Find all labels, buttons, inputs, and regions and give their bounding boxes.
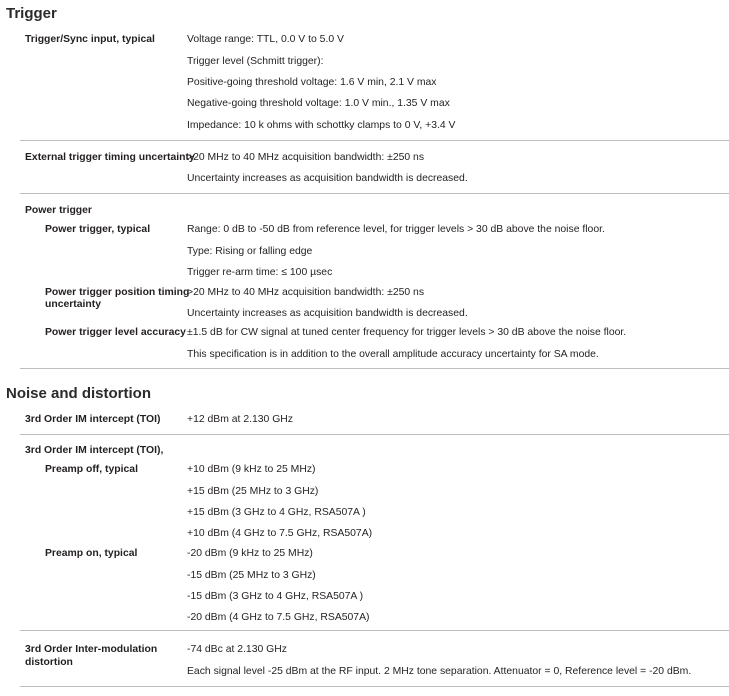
- spec-value: >20 MHz to 40 MHz acquisition bandwidth: ±250 ns: [187, 152, 425, 163]
- spec-label: Power trigger, typical: [45, 224, 151, 235]
- spec-row-trigger-sync: [20, 30, 729, 141]
- spec-value: -15 dBm (3 GHz to 4 GHz, RSA507A ): [187, 591, 364, 602]
- spec-label: External trigger timing uncertainty: [25, 152, 195, 163]
- spec-row-power-trigger: [20, 194, 729, 369]
- spec-value: Type: Rising or falling edge: [187, 246, 313, 257]
- spec-value: ±1.5 dB for CW signal at tuned center frequency for trigger levels > 30 dB above the noise floor.: [187, 327, 627, 338]
- spec-label: 3rd Order Inter-modulation: [25, 644, 158, 655]
- spec-value: +15 dBm (25 MHz to 3 GHz): [187, 486, 319, 497]
- spec-value: +12 dBm at 2.130 GHz: [187, 414, 293, 425]
- spec-value: Voltage range: TTL, 0.0 V to 5.0 V: [187, 34, 344, 45]
- spec-value: Range: 0 dB to -50 dB from reference level, for trigger levels > 30 dB above the noise floor.: [187, 224, 605, 235]
- spec-row-external-trigger: [20, 141, 729, 194]
- spec-value: Impedance: 10 k ohms with schottky clamps to 0 V, +3.4 V: [187, 120, 456, 131]
- spec-row-toi-preamp: [20, 435, 729, 631]
- spec-label: Preamp off, typical: [45, 464, 138, 475]
- spec-value: Trigger re-arm time: ≤ 100 µsec: [187, 267, 333, 278]
- spec-label: Power trigger level accuracy: [45, 327, 186, 338]
- spec-label: distortion: [25, 657, 73, 668]
- spec-value: Uncertainty increases as acquisition bandwidth is decreased.: [187, 308, 468, 319]
- spec-label: Trigger/Sync input, typical: [25, 34, 155, 45]
- spec-value: +15 dBm (3 GHz to 4 GHz, RSA507A ): [187, 507, 366, 518]
- spec-value: Negative-going threshold voltage: 1.0 V min., 1.35 V max: [187, 98, 450, 109]
- spec-label: 3rd Order IM intercept (TOI): [25, 414, 161, 425]
- section-heading-trigger: Trigger: [6, 5, 57, 22]
- spec-value: >20 MHz to 40 MHz acquisition bandwidth: ±250 ns: [187, 287, 425, 298]
- section-heading-noise: Noise and distortion: [6, 385, 152, 402]
- spec-value: -74 dBc at 2.130 GHz: [187, 644, 287, 655]
- spec-label: Preamp on, typical: [45, 548, 138, 559]
- spec-value: This specification is in addition to the overall amplitude accuracy uncertainty for SA mode.: [187, 349, 599, 360]
- spec-value: +10 dBm (9 kHz to 25 MHz): [187, 464, 316, 475]
- spec-value: Each signal level -25 dBm at the RF input. 2 MHz tone separation. Attenuator = 0, Reference level = -20 dBm.: [187, 666, 692, 677]
- spec-value: Uncertainty increases as acquisition bandwidth is decreased.: [187, 173, 468, 184]
- spec-label: uncertainty: [45, 299, 102, 310]
- spec-label: 3rd Order IM intercept (TOI),: [25, 445, 164, 456]
- spec-row-toi: [20, 404, 729, 435]
- spec-value: -20 dBm (9 kHz to 25 MHz): [187, 548, 313, 559]
- spec-value: Trigger level (Schmitt trigger):: [187, 56, 324, 67]
- spec-value: Positive-going threshold voltage: 1.6 V min, 2.1 V max: [187, 77, 437, 88]
- spec-value: -20 dBm (4 GHz to 7.5 GHz, RSA507A): [187, 612, 370, 623]
- spec-label: Power trigger position timing: [45, 287, 190, 298]
- spec-group-label: Power trigger: [25, 205, 92, 216]
- spec-value: +10 dBm (4 GHz to 7.5 GHz, RSA507A): [187, 528, 373, 539]
- spec-value: -15 dBm (25 MHz to 3 GHz): [187, 570, 316, 581]
- spec-row-imd: [20, 631, 729, 687]
